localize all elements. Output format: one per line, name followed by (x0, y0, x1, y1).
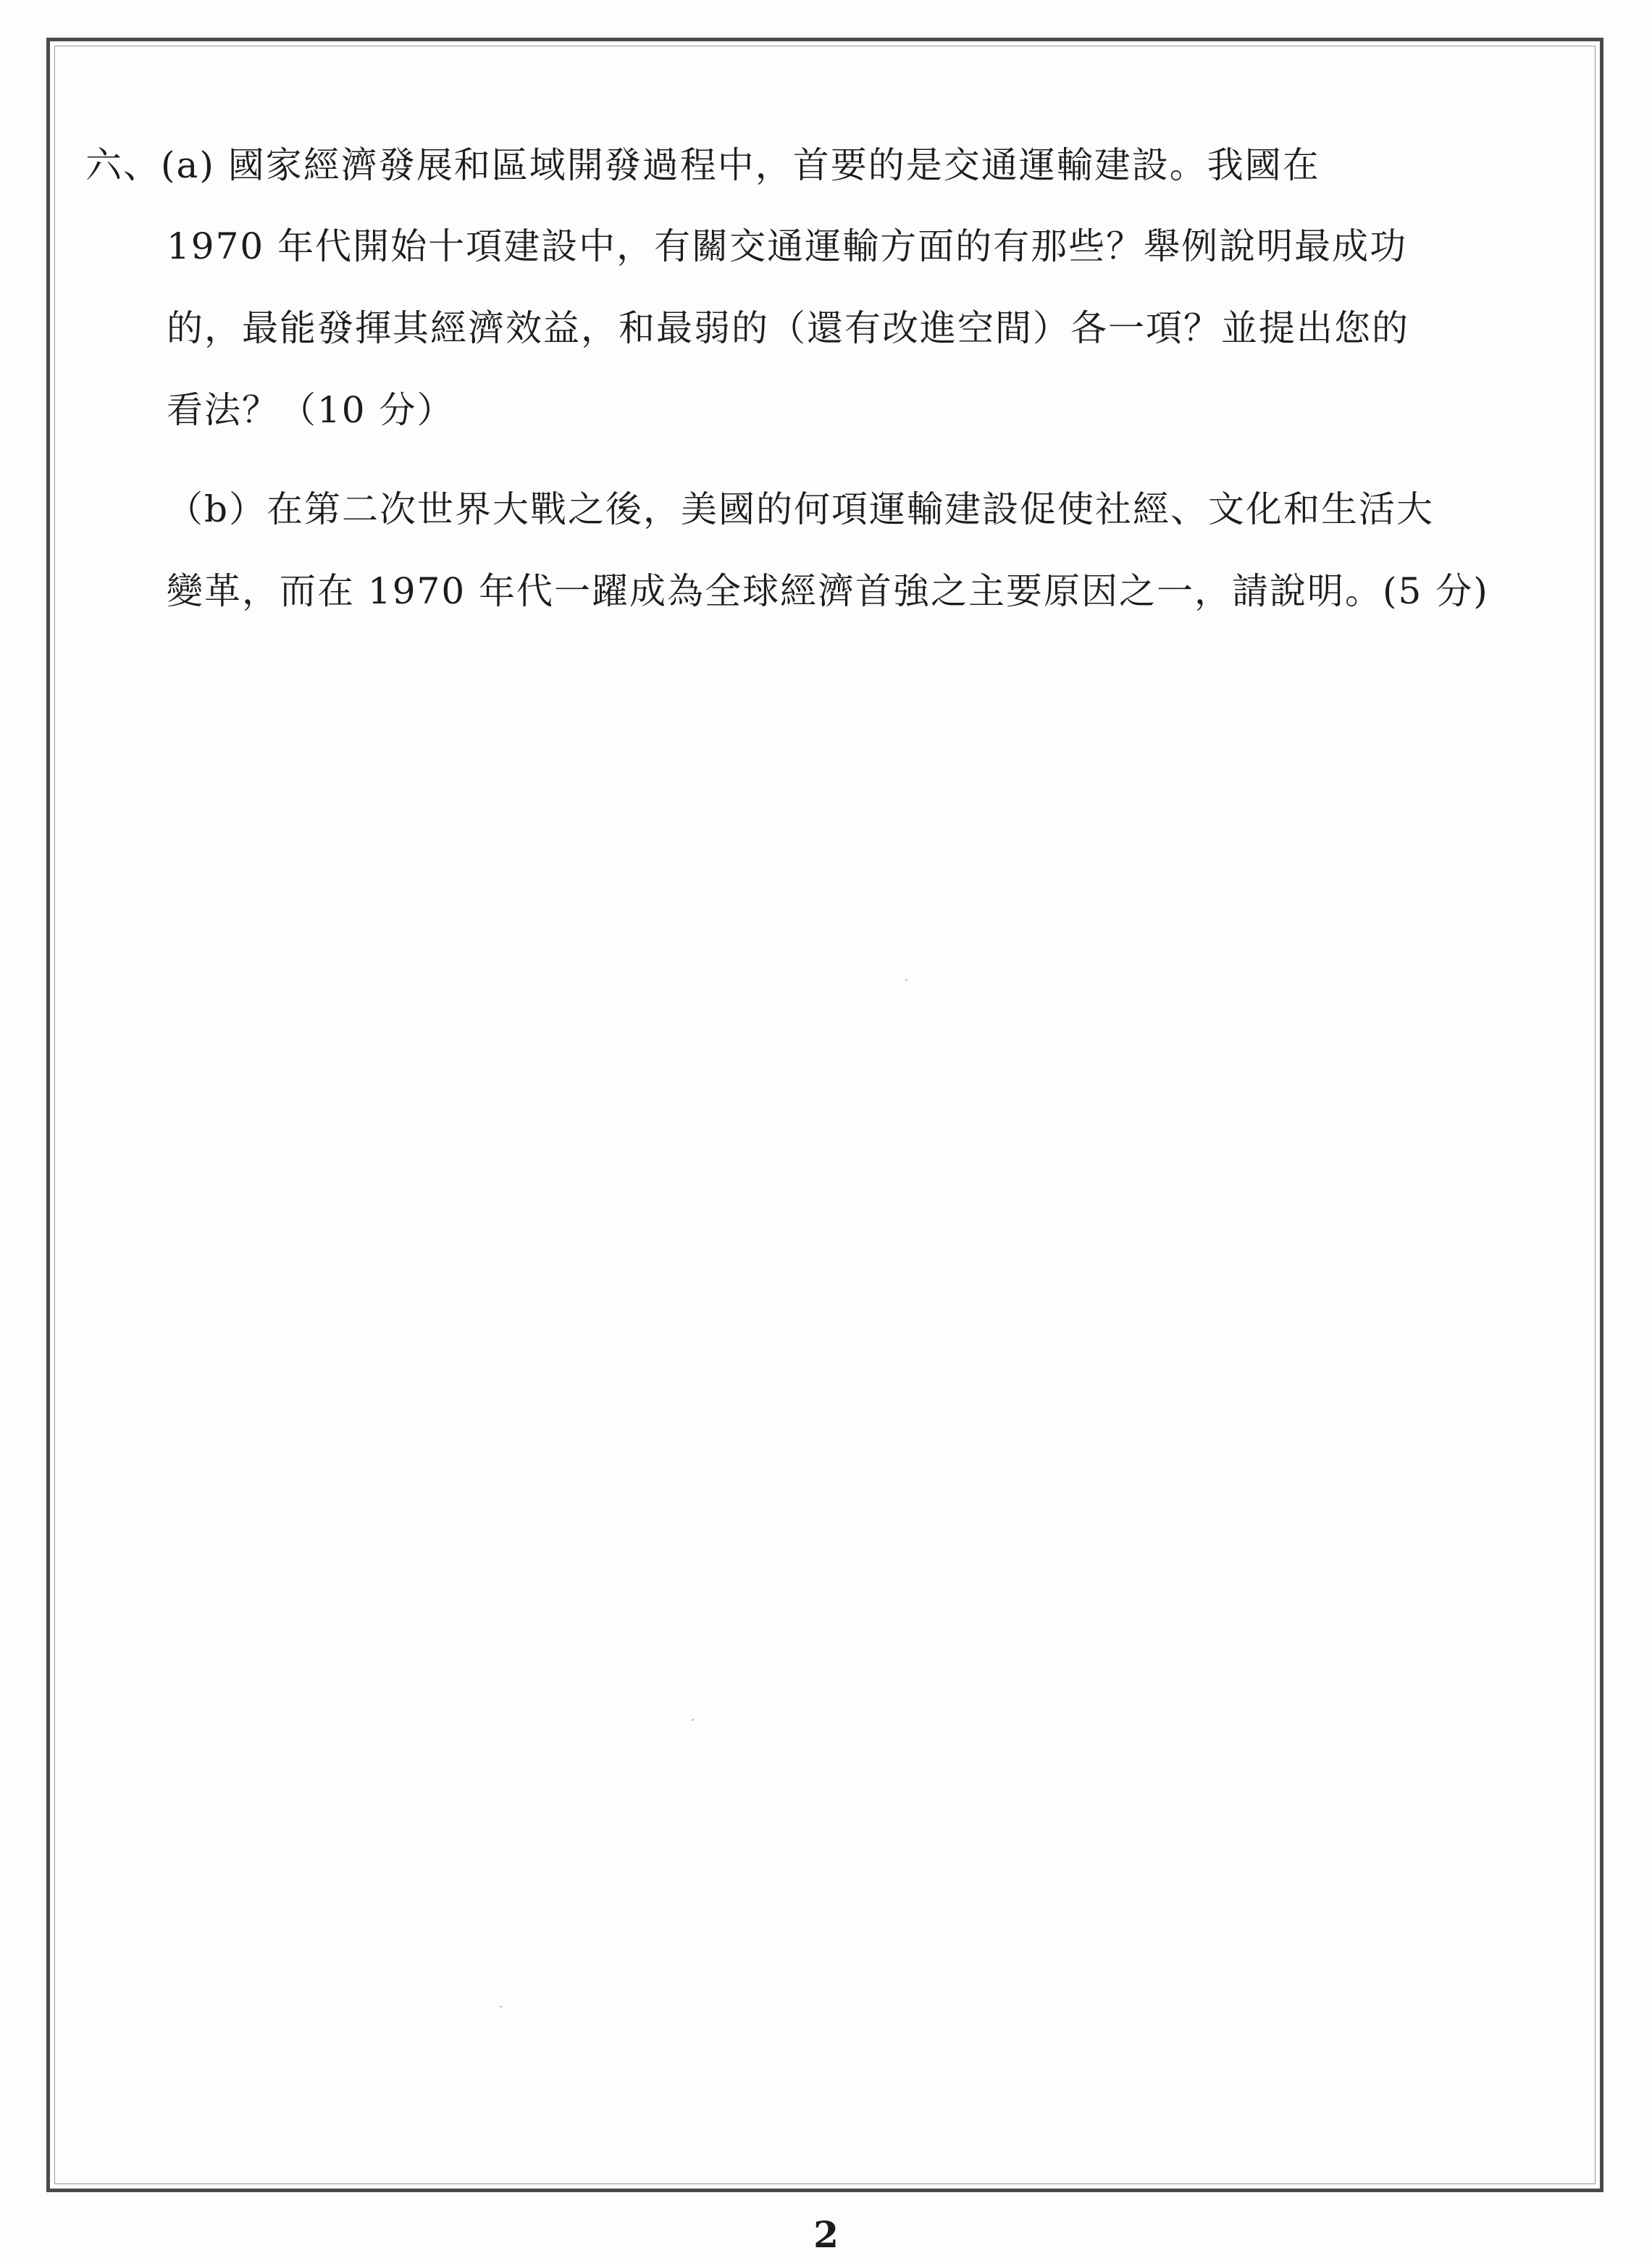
question-b-line-2: 變革，而在 1970 年代一躍成為全球經濟首強之主要原因之一，請說明。(5 分) (167, 570, 1489, 612)
scan-speck (905, 979, 907, 981)
question-a-line-4: 看法？（10 分） (167, 389, 455, 431)
question-a-text-1: (a) 國家經濟發展和區域開發過程中，首要的是交通運輸建設。我國在 (161, 144, 1320, 186)
question-a-line-3: 的，最能發揮其經濟效益，和最弱的（還有改進空間）各一項？並提出您的 (167, 307, 1409, 349)
question-b-line-1: （b）在第二次世界大戰之後，美國的何項運輸建設促使社經、文化和生活大 (167, 488, 1435, 530)
answer-frame (46, 38, 1603, 2192)
answer-frame-inner-rule (54, 46, 1596, 2184)
scan-speck (500, 2006, 502, 2007)
question-a-line-2: 1970 年代開始十項建設中，有關交通運輸方面的有那些？舉例說明最成功 (167, 225, 1408, 267)
question-number: 六、 (85, 144, 161, 186)
question-a-line-1 (85, 143, 1320, 187)
page-number: 2 (813, 2213, 839, 2256)
scan-speck (692, 1719, 694, 1721)
